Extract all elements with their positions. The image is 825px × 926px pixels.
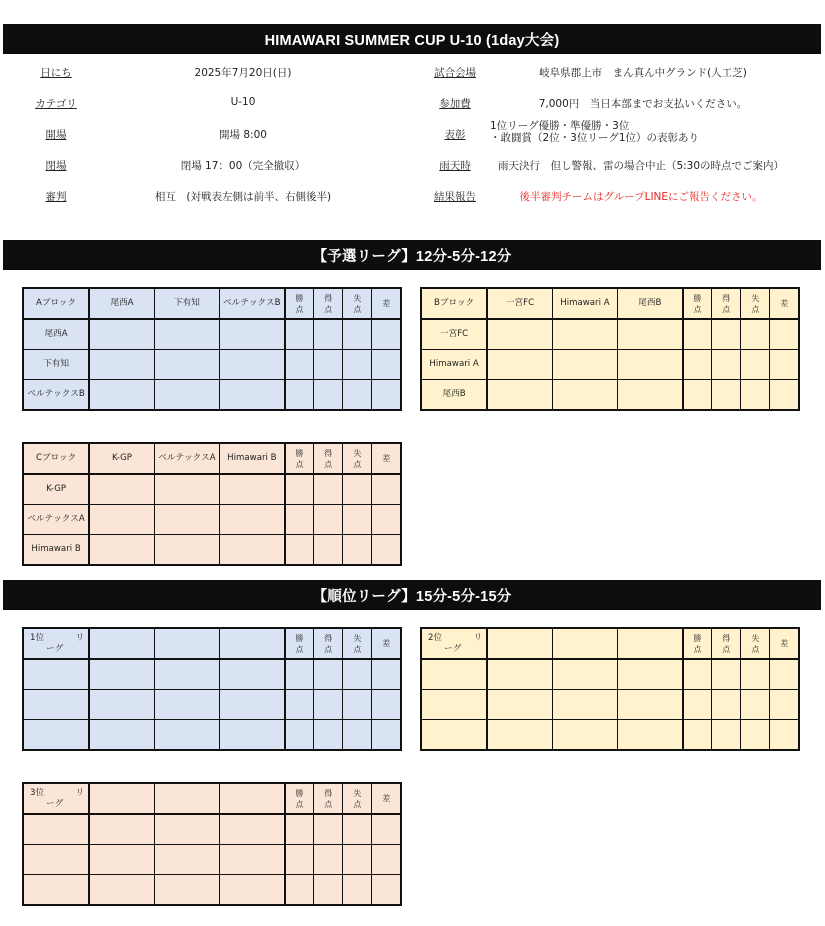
team-row-label: ベルテックスB bbox=[23, 380, 89, 411]
win-points-header: 勝 点 bbox=[285, 288, 314, 319]
goals-for-header: 得 点 bbox=[314, 443, 343, 474]
league-rank: 1位 bbox=[30, 632, 45, 643]
league-suffix-2: ーグ bbox=[444, 643, 462, 654]
win-points-header: 勝 点 bbox=[683, 288, 712, 319]
win-points-header: 勝 点 bbox=[285, 783, 314, 814]
date-label: 日にち bbox=[40, 67, 72, 79]
goals-against-header: 失 点 bbox=[343, 783, 372, 814]
league-3-name bbox=[23, 783, 89, 814]
team-row-label: Himawari A bbox=[421, 350, 487, 380]
team-header: 下有知 bbox=[154, 288, 219, 319]
rain-label: 雨天時 bbox=[439, 160, 471, 172]
table-row bbox=[23, 720, 401, 751]
goal-diff-header: 差 bbox=[372, 783, 401, 814]
open-label: 開場 bbox=[45, 129, 67, 141]
table-row bbox=[23, 690, 401, 720]
block-b-name: Bブロック bbox=[421, 288, 487, 319]
team-row-label: K-GP bbox=[23, 474, 89, 505]
team-row-label: Himawari B bbox=[23, 535, 89, 566]
table-row bbox=[421, 659, 799, 690]
block-c-table bbox=[22, 442, 402, 566]
page-title: HIMAWARI SUMMER CUP U-10 (1day大会) bbox=[3, 24, 821, 54]
goals-for-header: 得 点 bbox=[314, 783, 343, 814]
team-row-label: 尾西A bbox=[23, 319, 89, 350]
goals-for-header: 得 点 bbox=[314, 628, 343, 659]
rain-value: 雨天決行 但し警報、雷の場合中止（5:30の時点でご案内） bbox=[497, 160, 785, 172]
league-rank: 3位 bbox=[30, 787, 45, 798]
award-line-2: ・敢闘賞（2位・3位リーグ1位）の表彰あり bbox=[490, 132, 700, 144]
team-header: 尾西A bbox=[89, 288, 154, 319]
goals-against-header: 失 点 bbox=[343, 288, 372, 319]
team-header: K-GP bbox=[89, 443, 154, 474]
team-row-label: 下有知 bbox=[23, 350, 89, 380]
table-row bbox=[23, 814, 401, 845]
goal-diff-header: 差 bbox=[372, 443, 401, 474]
league-suffix: リ bbox=[75, 787, 85, 798]
fee-value: 7,000円 当日本部までお支払いください。 bbox=[538, 98, 748, 110]
goals-against-header: 失 点 bbox=[343, 443, 372, 474]
venue-label: 試合会場 bbox=[434, 67, 476, 79]
table-row bbox=[23, 474, 401, 505]
open-value: 開場 8:00 bbox=[219, 129, 267, 141]
win-points-header: 勝 点 bbox=[683, 628, 712, 659]
table-row bbox=[421, 380, 799, 411]
award-value bbox=[490, 120, 699, 144]
goals-against-header: 失 点 bbox=[741, 628, 770, 659]
league-2-name bbox=[421, 628, 487, 659]
block-a-table bbox=[22, 287, 402, 411]
block-a-name: Aブロック bbox=[23, 288, 89, 319]
league-1-table bbox=[22, 627, 402, 751]
goals-against-header: 失 点 bbox=[343, 628, 372, 659]
close-value: 閉場 17：00（完全撤収） bbox=[180, 160, 306, 172]
info-row-close bbox=[0, 155, 825, 175]
info-row-open bbox=[0, 120, 825, 144]
table-row bbox=[421, 319, 799, 350]
table-row bbox=[23, 380, 401, 411]
table-row bbox=[421, 720, 799, 751]
team-header: Himawari B bbox=[220, 443, 285, 474]
win-points-header: 勝 点 bbox=[285, 443, 314, 474]
table-row bbox=[23, 505, 401, 535]
table-row bbox=[23, 659, 401, 690]
table-row bbox=[421, 690, 799, 720]
team-header: Himawari A bbox=[552, 288, 617, 319]
team-header: 一宮FC bbox=[487, 288, 552, 319]
team-row-label: 一宮FC bbox=[421, 319, 487, 350]
goals-against-header: 失 点 bbox=[741, 288, 770, 319]
league-suffix: リ bbox=[473, 632, 483, 643]
goal-diff-header: 差 bbox=[372, 288, 401, 319]
goals-for-header: 得 点 bbox=[712, 628, 741, 659]
info-row-category bbox=[0, 93, 825, 113]
info-row-referee bbox=[0, 186, 825, 206]
goal-diff-header: 差 bbox=[770, 628, 799, 659]
info-row-date bbox=[0, 62, 825, 82]
table-row bbox=[421, 350, 799, 380]
result-label: 結果報告 bbox=[434, 191, 476, 203]
league-rank: 2位 bbox=[428, 632, 443, 643]
team-row-label: ベルテックスA bbox=[23, 505, 89, 535]
team-header: 尾西B bbox=[618, 288, 683, 319]
category-value: U-10 bbox=[230, 96, 256, 108]
category-label: カテゴリ bbox=[35, 98, 77, 110]
block-b-table bbox=[420, 287, 800, 411]
league-suffix-2: ーグ bbox=[46, 798, 64, 809]
ranking-league-header: 【順位リーグ】15分-5分-15分 bbox=[3, 580, 821, 610]
referee-label: 審判 bbox=[45, 191, 67, 203]
award-label: 表彰 bbox=[444, 129, 466, 141]
goal-diff-header: 差 bbox=[372, 628, 401, 659]
close-label: 閉場 bbox=[45, 160, 67, 172]
team-header: ベルテックスB bbox=[220, 288, 285, 319]
table-row bbox=[23, 535, 401, 566]
team-row-label: 尾西B bbox=[421, 380, 487, 411]
league-suffix: リ bbox=[75, 632, 85, 643]
table-row bbox=[23, 845, 401, 875]
win-points-header: 勝 点 bbox=[285, 628, 314, 659]
table-row bbox=[23, 350, 401, 380]
venue-value: 岐阜県郡上市 まん真ん中グランド(人工芝) bbox=[539, 67, 747, 79]
block-c-name: Cブロック bbox=[23, 443, 89, 474]
fee-label: 参加費 bbox=[439, 98, 471, 110]
table-row bbox=[23, 319, 401, 350]
goal-diff-header: 差 bbox=[770, 288, 799, 319]
result-value: 後半審判チームはグループLINEにご報告ください。 bbox=[519, 191, 763, 203]
league-2-table bbox=[420, 627, 800, 751]
referee-value: 相互 (対戦表左側は前半、右側後半) bbox=[154, 191, 332, 203]
award-line-1: 1位リーグ優勝・準優勝・3位 bbox=[490, 120, 630, 132]
team-header: ベルテックスA bbox=[154, 443, 219, 474]
date-value: 2025年7月20日(日) bbox=[194, 67, 292, 79]
league-suffix-2: ーグ bbox=[46, 643, 64, 654]
table-row bbox=[23, 875, 401, 906]
goals-for-header: 得 点 bbox=[712, 288, 741, 319]
goals-for-header: 得 点 bbox=[314, 288, 343, 319]
league-1-name bbox=[23, 628, 89, 659]
prelim-league-header: 【予選リーグ】12分-5分-12分 bbox=[3, 240, 821, 270]
league-3-table bbox=[22, 782, 402, 906]
